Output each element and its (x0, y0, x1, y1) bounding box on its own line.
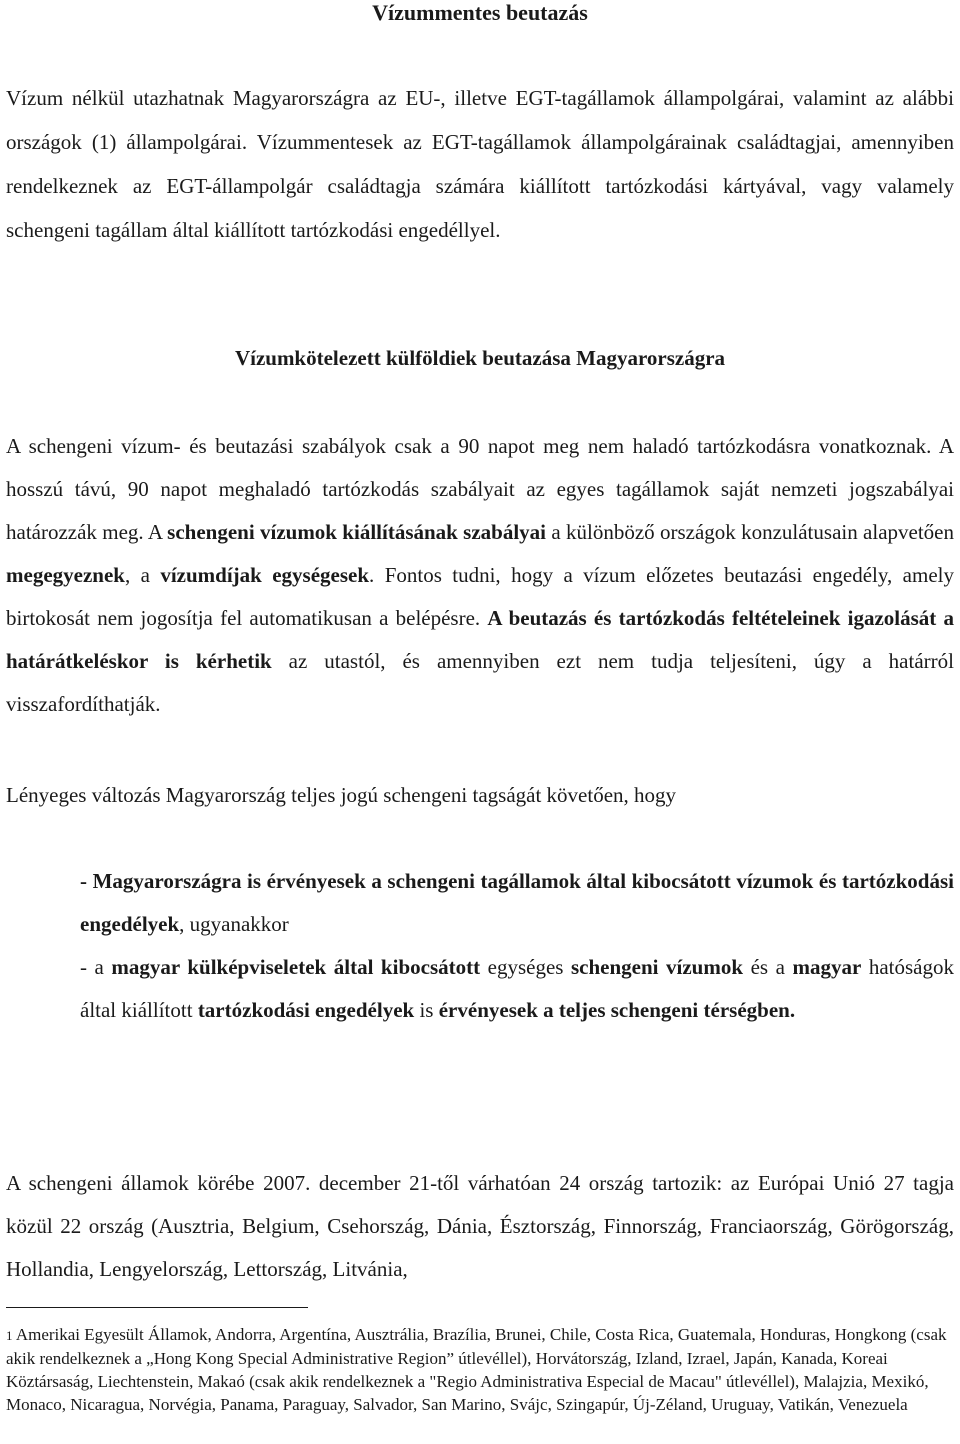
intro-paragraph: Vízum nélkül utazhatnak Magyarországra az EU-, illetve EGT-tagállamok állampolgárai, valamint az alábbi országok (1) állampolgárai. Vízummentesek az EGT-tagállamok állampolgárainak családtagjai, amennyiben rendelkeznek az EGT-állampolgár családtagja számára kiállított tartózkodási kártyával, vagy valamely schengeni tagállam által kiállított tartózkodási engedéllyel. (6, 86, 954, 242)
page-title: Vízummentes beutazás (372, 0, 588, 25)
section-heading: Vízumkötelezett külföldiek beutazása Magyarországra (234, 346, 726, 370)
schengen-states-paragraph: A schengeni államok körébe 2007. december 21-től várhatóan 24 ország tartozik: az Európai Unió 27 tagja közül 22 ország (Ausztria, Belgium, Csehország, Dánia, Észtország, Finnország, Franciaország, Görögország, Hollandia, Lengyelország, Lettország, Litvánia, (6, 1171, 954, 1281)
rules-paragraph: A schengeni vízum- és beutazási szabályok csak a 90 napot meg nem haladó tartózkodásra vonatkoznak. A hosszú távú, 90 napot meghaladó tartózkodás szabályait az egyes tagállamok saját nemzeti jogszabályai határozzák meg. A schengeni vízumok kiállításának szabályai a különböző országok konzulátusain alapvetően megegyeznek, a vízumdíjak egységesek. Fontos tudni, hogy a vízum előzetes beutazási engedély, amely birtokosát nem jogosítja fel automatikusan a belépésre. A beutazás és tartózkodás feltételeinek igazolását a határátkeléskor is kérhetik az utastól, és amennyiben ezt nem tudja teljesíteni, úgy a határról visszafordíthatják. (6, 434, 954, 716)
list-item: - a magyar külképviseletek által kibocsátott egységes schengeni vízumok és a magyar hatóságok által kiállított tartózkodási engedélyek is érvényesek a teljes schengeni térségben. (80, 955, 954, 1022)
footnote-marker: 1 (6, 1328, 13, 1343)
list-item: - Magyarországra is érvényesek a schengeni tagállamok által kibocsátott vízumok és tartózkodási engedélyek, ugyanakkor (80, 869, 954, 936)
footnote (6, 1323, 954, 1416)
change-paragraph: Lényeges változás Magyarország teljes jogú schengeni tagságát követően, hogy (6, 783, 677, 807)
footnote-text: Amerikai Egyesült Államok, Andorra, Argentína, Ausztrália, Brazília, Brunei, Chile, Costa Rica, Guatemala, Honduras, Hongkong (csak akik rendelkeznek a „Hong Kong Special Administrative Region” útlevéllel), Horvátország, Izland, Izrael, Japán, Kanada, Koreai Köztársaság, Liechtenstein, Makaó (csak akik rendelkeznek a "Regio Administrativa Especial de Macau" útlevéllel), Malajzia, Mexikó, Monaco, Nicaragua, Norvégia, Panama, Paraguay, Salvador, San Marino, Svájc, Szingapúr, Új-Zéland, Uruguay, Vatikán, Venezuela (6, 1325, 947, 1414)
footnote-divider (6, 1307, 308, 1308)
changes-list (80, 860, 954, 1032)
